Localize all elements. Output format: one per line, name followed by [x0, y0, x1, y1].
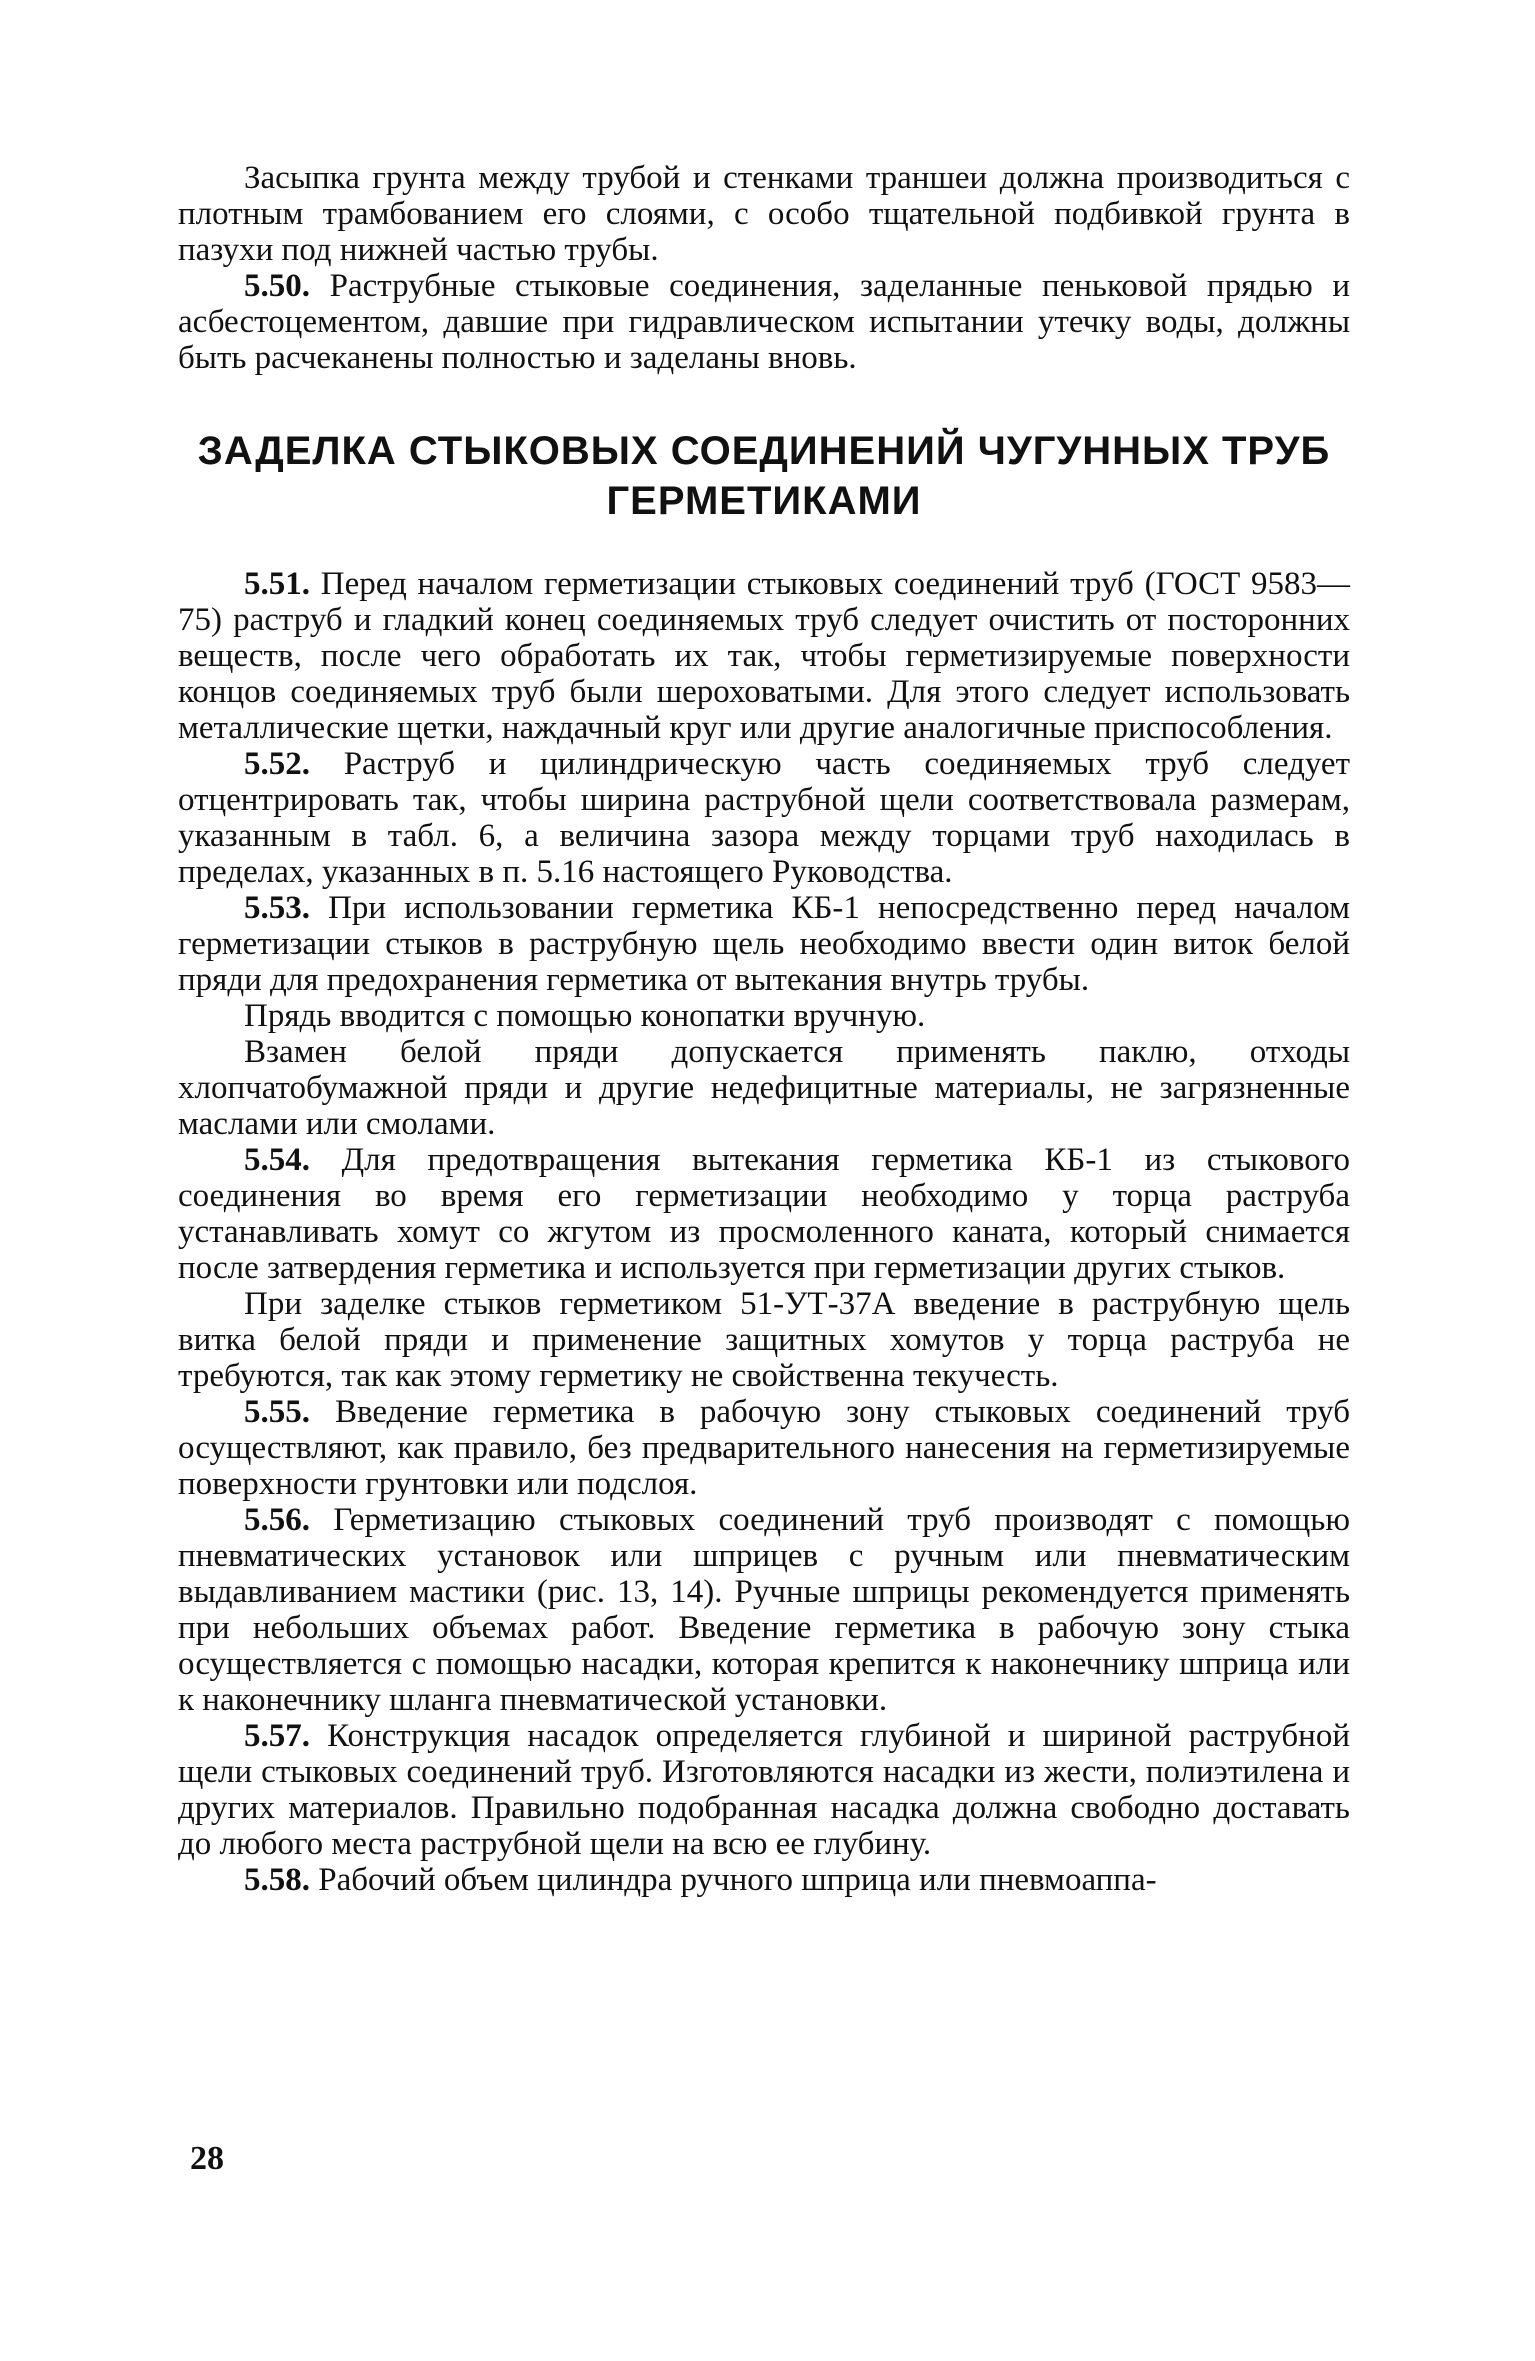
- numbered-paragraph: [178, 746, 1350, 890]
- page-number: 28: [190, 2140, 224, 2177]
- numbered-paragraph: [178, 566, 1350, 746]
- paragraph-number: 5.55.: [244, 1394, 310, 1430]
- paragraph-continuation: Прядь вводится с помощью конопатки вручную.: [244, 998, 926, 1034]
- numbered-paragraph: [178, 1502, 1350, 1718]
- numbered-paragraph: [178, 890, 1350, 998]
- section-heading: ЗАДЕЛКА СТЫКОВЫХ СОЕДИНЕНИЙ ЧУГУННЫХ ТРУБ ГЕРМЕТИКАМИ: [197, 429, 1331, 523]
- paragraph-text: Раструбные стыковые соединения, заделанные пеньковой прядью и асбестоцементом, давшие при гидравлическом испытании утечку воды, должны быть расчеканены полностью и заделаны вновь.: [178, 268, 1350, 376]
- page-content: [178, 160, 1350, 1898]
- paragraph-number: 5.57.: [244, 1718, 310, 1754]
- paragraph-text: Конструкция насадок определяется глубиной и шириной раструбной щели стыковых соединений труб. Изготовляются насадки из жести, полиэтилена и других материалов. Правильно подобранная насадка должна свободно доставать до любого места раструбной щели на всю ее глубину.: [178, 1718, 1350, 1862]
- paragraph-number: 5.58.: [244, 1862, 310, 1898]
- paragraph-text: Раструб и цилиндрическую часть соединяемых труб следует отцентрировать так, чтобы ширина раструбной щели соответствовала размерам, указанным в табл. 6, а величина зазора между торцами труб находилась в пределах, указанных в п. 5.16 настоящего Руководства.: [178, 746, 1351, 890]
- paragraph-text: Герметизацию стыковых соединений труб производят с помощью пневматических установок или шприцев с ручным или пневматическим выдавливанием мастики (рис. 13, 14). Ручные шприцы рекомендуется применять при небольших объемах работ. Введение герметика в рабочую зону стыка осуществляется с помощью насадки, которая крепится к наконечнику шприца или к наконечнику шланга пневматической установки.: [178, 1502, 1351, 1718]
- paragraph-number: 5.54.: [244, 1142, 310, 1178]
- paragraph-text: Для предотвращения вытекания герметика КБ-1 из стыкового соединения во время его герметизации необходимо у торца раструба устанавливать хомут со жгутом из просмоленного каната, который снимается после затвердения герметика и используется при герметизации других стыков.: [178, 1142, 1350, 1286]
- intro-paragraph: Засыпка грунта между трубой и стенками траншеи должна производиться с плотным трамбованием его слоями, с особо тщательной подбивкой грунта в пазухи под нижней частью трубы.: [178, 160, 1350, 268]
- numbered-paragraph: [178, 1718, 1350, 1862]
- paragraph-continuation: При заделке стыков герметиком 51-УТ-37А введение в раструбную щель витка белой пряди и применение защитных хомутов у торца раструба не требуются, так как этому герметику не свойственна текучесть.: [178, 1286, 1350, 1394]
- paragraph-text: При использовании герметика КБ-1 непосредственно перед началом герметизации стыков в раструбную щель необходимо ввести один виток белой пряди для предохранения герметика от вытекания внутрь трубы.: [178, 890, 1350, 998]
- paragraph-number: 5.51.: [244, 566, 310, 602]
- paragraph-number: 5.50.: [244, 268, 310, 304]
- paragraph-number: 5.52.: [244, 746, 310, 782]
- paragraph-continuation: Взамен белой пряди допускается применять паклю, отходы хлопчатобумажной пряди и другие недефицитные материалы, не загрязненные маслами или смолами.: [178, 1034, 1350, 1142]
- paragraph-text: Перед началом герметизации стыковых соединений труб (ГОСТ 9583—75) раструб и гладкий конец соединяемых труб следует очистить от посторонних веществ, после чего обработать их так, чтобы герметизируемые поверхности концов соединяемых труб были шероховатыми. Для этого следует использовать металлические щетки, наждачный круг или другие аналогичные приспособления.: [178, 566, 1350, 746]
- numbered-paragraph: [178, 1142, 1350, 1286]
- paragraph-text: Рабочий объем цилиндра ручного шприца или пневмоаппа-: [318, 1862, 1157, 1898]
- paragraph-number: 5.56.: [244, 1502, 310, 1538]
- paragraph-text: Введение герметика в рабочую зону стыковых соединений труб осуществляют, как правило, без предварительного нанесения на герметизируемые поверхности грунтовки или подслоя.: [178, 1394, 1350, 1502]
- numbered-paragraph: [178, 1862, 1350, 1898]
- numbered-paragraph: [178, 1394, 1350, 1502]
- paragraph-number: 5.53.: [244, 890, 310, 926]
- paragraph-5-50: [178, 268, 1350, 376]
- sections-list: [178, 566, 1350, 1898]
